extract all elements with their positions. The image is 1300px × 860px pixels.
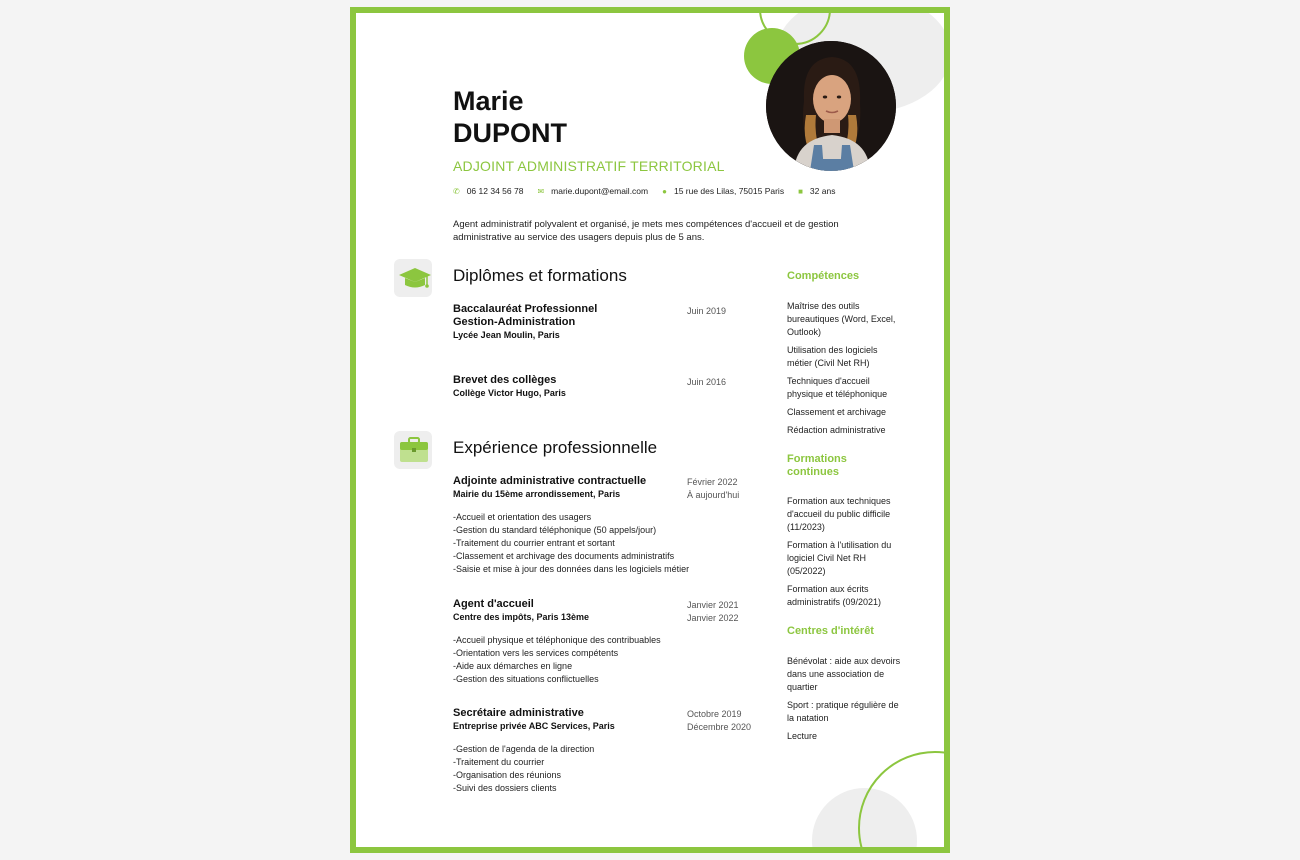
trainings-heading: Formations continues [787,453,847,478]
mail-icon: ✉ [537,186,545,196]
experience-entry [453,707,678,732]
decorative-ring [858,751,950,853]
job-task: -Gestion du standard téléphonique (50 appels/jour) [453,525,657,535]
job-task: -Suivi des dossiers clients [453,783,557,793]
job-start-date: Janvier 2021 [687,600,739,610]
job-task: -Traitement du courrier entrant et sortant [453,538,615,548]
candidate-name [453,85,567,149]
resume-page [350,7,950,853]
interests-heading: Centres d'intérêt [787,625,874,637]
school-name: Collège Victor Hugo, Paris [453,388,566,398]
job-start-date: Octobre 2019 [687,709,742,719]
address-value: 15 rue des Lilas, 75015 Paris [673,186,785,196]
skill-item: Techniques d'accueil physique et téléphonique [787,376,888,399]
education-date: Juin 2019 [687,306,727,316]
job-task-list [453,743,773,795]
experience-entry [453,598,678,623]
job-task: -Gestion de l'agenda de la direction [453,744,595,754]
job-employer: Entreprise privée ABC Services, Paris [453,721,615,731]
education-section-title: Diplômes et formations [453,266,627,285]
graduation-cap-icon [394,259,432,297]
briefcase-icon [394,431,432,469]
skill-item: Utilisation des logiciels métier (Civil Net RH) [787,345,878,368]
job-end-date: À aujourd'hui [687,490,740,500]
degree-title: Brevet des collèges [453,374,557,386]
skill-item: Classement et archivage [787,407,887,417]
skill-item: Maîtrise des outils bureautiques (Word, Excel, Outlook) [787,301,896,337]
job-dates [687,708,751,734]
email-value: marie.dupont@email.com [551,186,649,196]
job-role: Agent d'accueil [453,598,534,610]
job-start-date: Février 2022 [687,477,738,487]
job-employer: Centre des impôts, Paris 13ème [453,612,590,622]
profile-photo [766,41,896,171]
school-name: Lycée Jean Moulin, Paris [453,330,560,340]
skills-heading: Compétences [787,270,860,282]
experience-section-title: Expérience professionnelle [453,438,658,457]
contact-bar [453,186,849,196]
education-entry [453,374,683,399]
job-task: -Accueil et orientation des usagers [453,512,592,522]
training-item: Formation à l'utilisation du logiciel Civil Net RH (05/2022) [787,540,892,576]
job-end-date: Janvier 2022 [687,613,739,623]
job-task: -Traitement du courrier [453,757,545,767]
job-employer: Mairie du 15ème arrondissement, Paris [453,489,621,499]
job-task-list [453,511,773,576]
profile-summary: Agent administratif polyvalent et organisé, je mets mes compétences d'accueil et de gestion administrative au service des usagers depuis plus de 5 ans. [453,219,839,243]
interest-item: Lecture [787,731,818,741]
phone-value: 06 12 34 56 78 [466,186,524,196]
calendar-icon: ■ [798,186,803,196]
phone-icon: ✆ [453,186,460,196]
job-task: -Aide aux démarches en ligne [453,661,573,671]
job-task: -Gestion des situations conflictuelles [453,674,599,684]
degree-title: Baccalauréat Professionnel [453,303,598,315]
job-task: -Accueil physique et téléphonique des contribuables [453,635,661,645]
interest-item: Sport : pratique régulière de la natation [787,700,899,723]
job-dates [687,599,739,625]
job-role: Adjointe administrative contractuelle [453,475,647,487]
job-end-date: Décembre 2020 [687,722,752,732]
contact-email [537,186,648,196]
first-name: Marie [453,86,524,116]
degree-title-line2: Gestion-Administration [453,316,576,328]
job-task-list [453,634,773,686]
age-value: 32 ans [809,186,836,196]
experience-entry [453,475,678,500]
education-date: Juin 2016 [687,377,727,387]
contact-address [662,186,784,196]
interest-item: Bénévolat : aide aux devoirs dans une association de quartier [787,656,901,692]
skill-item: Rédaction administrative [787,425,886,435]
training-item: Formation aux techniques d'accueil du public difficile (11/2023) [787,496,891,532]
training-item: Formation aux écrits administratifs (09/2021) [787,584,882,607]
job-task: -Organisation des réunions [453,770,562,780]
job-task: -Saisie et mise à jour des données dans les logiciels métier [453,564,690,574]
job-task: -Classement et archivage des documents administratifs [453,551,675,561]
location-icon: ● [662,186,667,196]
job-title: ADJOINT ADMINISTRATIF TERRITORIAL [453,158,725,174]
job-task: -Orientation vers les services compétents [453,648,619,658]
education-entry [453,303,683,341]
contact-phone [453,186,523,196]
last-name: DUPONT [453,118,567,148]
job-role: Secrétaire administrative [453,707,584,719]
contact-age [798,186,835,196]
job-dates [687,476,739,502]
